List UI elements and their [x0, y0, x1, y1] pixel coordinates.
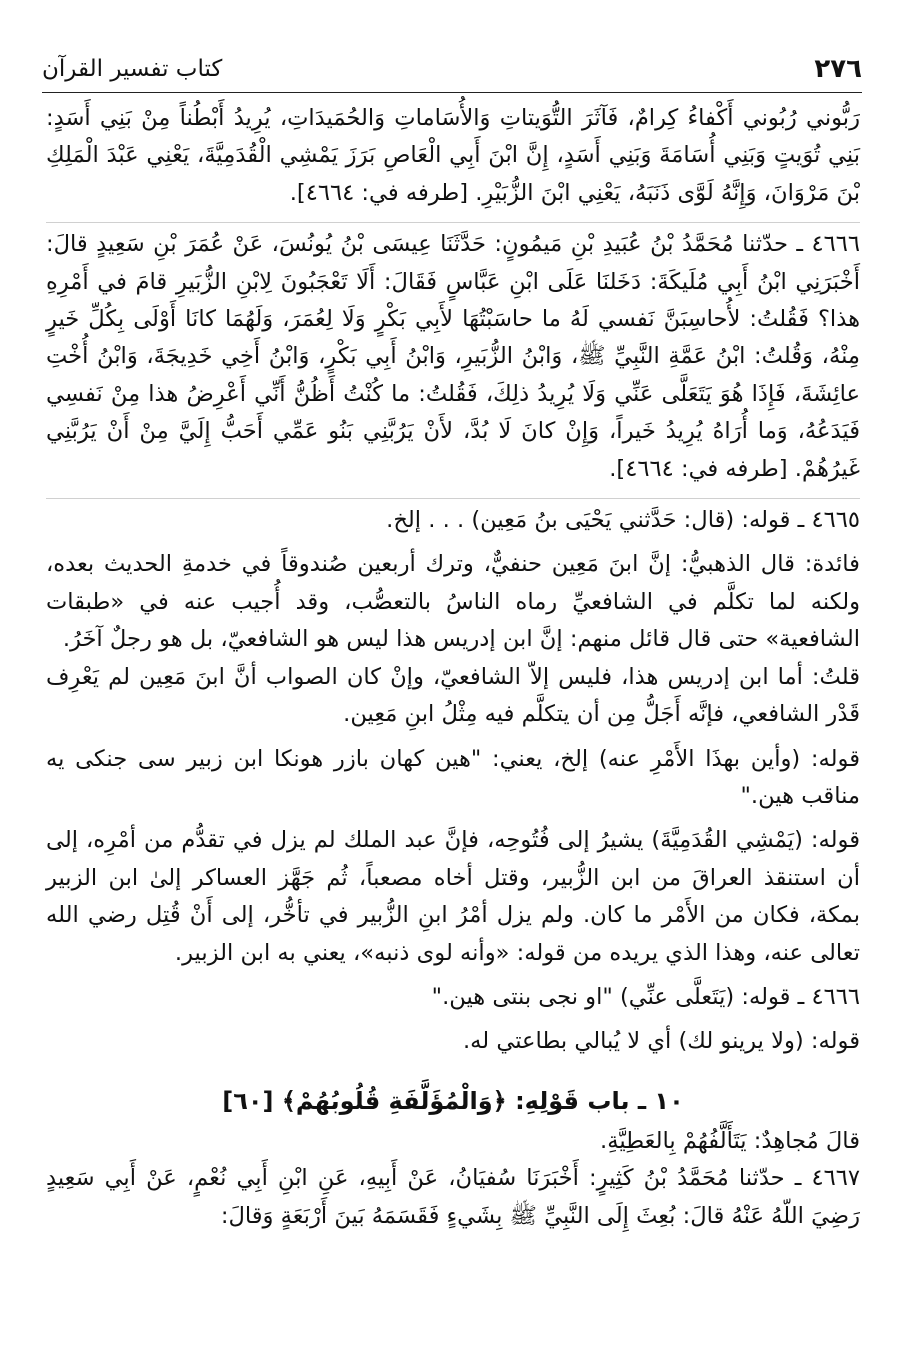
hadith-text-continuation: رَبُّوني رُبُوني أَكْفاءُ كِرامٌ، فَآثَرَ التُّوَيتاتِ وَالأُسَاماتِ وَالحُمَيدَاتِ، يُرِيدُ أَبْطُناً مِنْ بَنِي أَسَدٍ: بَنِي تُوَيتٍ وَبَنِي أُسَامَةَ وَبَنِي أَسَدٍ، إِنَّ ابْنَ أَبِي الْعَاصِ بَرَزَ يَمْشِي الْقُدَمِيَّةَ، يَعْنِي عَبْدَ الْمَلِكِ بْنَ مَرْوَانَ، وَإِنَّهُ لَوَّى ذَنَبَهُ، يَعْنِي ابْنَ الزُّبَيْرِ. [طرفه في: ٤٦٦٤].	[46, 105, 860, 206]
commentary-note: قلتُ: أما ابن إدريس هذا، فليس إلاّ الشافعيّ، وإنْ كان الصواب أنَّ ابنَ مَعِين لم يَعْرِف قَدْر الشافعي، فإنَّه أَجَلُّ مِن أن يتكلَّم فيه مِثْلُ ابنِ مَعِين.	[46, 663, 860, 728]
section-divider	[46, 222, 860, 223]
commentary-qudamiyya: قوله: (يَمْشِي القُدَمِيَّةَ) يشيرُ إلى فُتُوحِه، فإنَّ عبد الملك لم يزل في تقدُّم من أمْرِه، إلى أن استنقذ العراقَ من ابن الزُّبير، وقتل أخاه مصعباً، ثُم جَهَّز العساكر إلىٰ ابن الزبير بمكة، فكان من الأَمْر ما كان. ولم يزل أمْرُ ابنِ الزُّبير في تأخُّر، إلى أَنْ قُتِل رضي الله تعالى عنه، وهذا الذي يريده من قوله: «وأنه لوى ذنبه»، يعني به ابن الزبير.	[46, 827, 860, 966]
mujahid-quote: قالَ مُجاهِدٌ: يَتَأَلَّفُهُمْ بِالعَطِيَّةِ.	[600, 1127, 860, 1154]
page-header	[42, 52, 862, 93]
hadith-4667: ٤٦٦٧ ـ حدّثنا مُحَمَّدُ بْنُ كَثِيرٍ: أَخْبَرَنَا سُفيَانُ، عَنْ أَبِيهِ، عَنِ ابْنِ أَبِي نُعْمٍ، عَنْ أَبِي سَعِيدٍ رَضِيَ اللّهُ عَنْهُ قالَ: بُعِثَ إِلَى النَّبِيِّ ﷺ بِشَيءٍ فَقَسَمَهُ بَينَ أَرْبَعَةٍ وَقالَ:	[46, 1165, 860, 1229]
page-number: ٢٧٦	[814, 54, 862, 84]
commentary-final: قوله: (ولا يرينو لك) أي لا يُبالي بطاعتي له.	[463, 1028, 860, 1055]
chapter-heading: ١٠ ـ باب قَوْلِهِ: ﴿وَالْمُؤَلَّفَةِ قُلُوبُهُمْ﴾ [٦٠]	[222, 1086, 684, 1115]
hadith-4666: ٤٦٦٦ ـ حدّثنا مُحَمَّدُ بْنُ عُبَيدِ بْنِ مَيمُونٍ: حَدَّثَنَا عِيسَى بْنُ يُونُسَ، عَنْ عُمَرَ بْنِ سَعِيدٍ قالَ: أَخْبَرَنِي ابْنُ أَبِي مُلَيكَةَ: دَخَلنَا عَلَى ابْنِ عَبَّاسٍ فَقَالَ: أَلَا تَعْجَبُونَ لِابْنِ الزُّبَيرِ قامَ في أَمْرِهِ هذا؟ فَقُلتُ: لأُحاسِبَنَّ نَفسي لَهُ ما حاسَبْتُهَا لأَبِي بَكْرٍ وَلَا لِعُمَرَ، وَلَهُمَا كانَا أَوْلَى بِكُلِّ خَيرٍ مِنْهُ، وَقُلتُ: ابْنُ عَمَّةِ النَّبِيِّ ﷺ، وَابْنُ الزُّبَيرِ، وَابْنُ أَبِي بَكْرٍ، وَابْنُ أَخِي خَدِيجَةَ، وَابْنُ أُخْتِ عائِشَةَ، فَإِذَا هُوَ يَتَعَلَّى عَنِّي وَلَا يُرِيدُ ذلِكَ، فَقُلتُ: ما كُنْتُ أَظُنُّ أَنِّي أَعْرِضُ هذا مِنْ نَفسِي فَيَدَعُهُ، وَما أُرَاهُ يُرِيدُ خَيراً، وَإِنْ كانَ لَا بُدَّ، لأَنْ يَرُبَّنِي بَنُو عَمِّي أَحَبُّ إِلَيَّ مِنْ أَنْ يَرُبَّنِي غَيرُهُمْ. [طرفه في: ٤٦٦٤].	[46, 231, 860, 482]
commentary-urdu-gloss: قوله: (وأين بهذَا الأَمْرِ عنه) إلخ، يعني: "هين كهان بازر هونكا ابن زبير سى جنكى يه مناقب هين."	[46, 745, 860, 809]
section-divider	[46, 498, 860, 499]
book-title: كتاب تفسير القرآن	[42, 56, 223, 82]
commentary-benefit: فائدة: قال الذهبيُّ: إنَّ ابنَ مَعِين حنفيٌّ، وترك أربعين صُندوقاً في خدمةِ الحديث بعده، ولكنه لما تكلَّم في الشافعيِّ رماه الناسُ بالتعصُّب، وقد أُجيب عنه في «طبقات الشافعية» حتى قال قائل منهم: إنَّ ابن إدريس هذا ليس هو الشافعيّ، بل هو رجلٌ آخَرُ.	[46, 551, 860, 653]
commentary-4666: ٤٦٦٦ ـ قوله: (يَتَعلَّى عنِّي) "او نجى بنتى هين."	[431, 983, 860, 1010]
commentary-4665: ٤٦٦٥ ـ قوله: (قال: حَدَّثني يَحْيَى بنُ مَعِين) . . . إلخ.	[386, 507, 860, 534]
page-body	[46, 100, 860, 1235]
